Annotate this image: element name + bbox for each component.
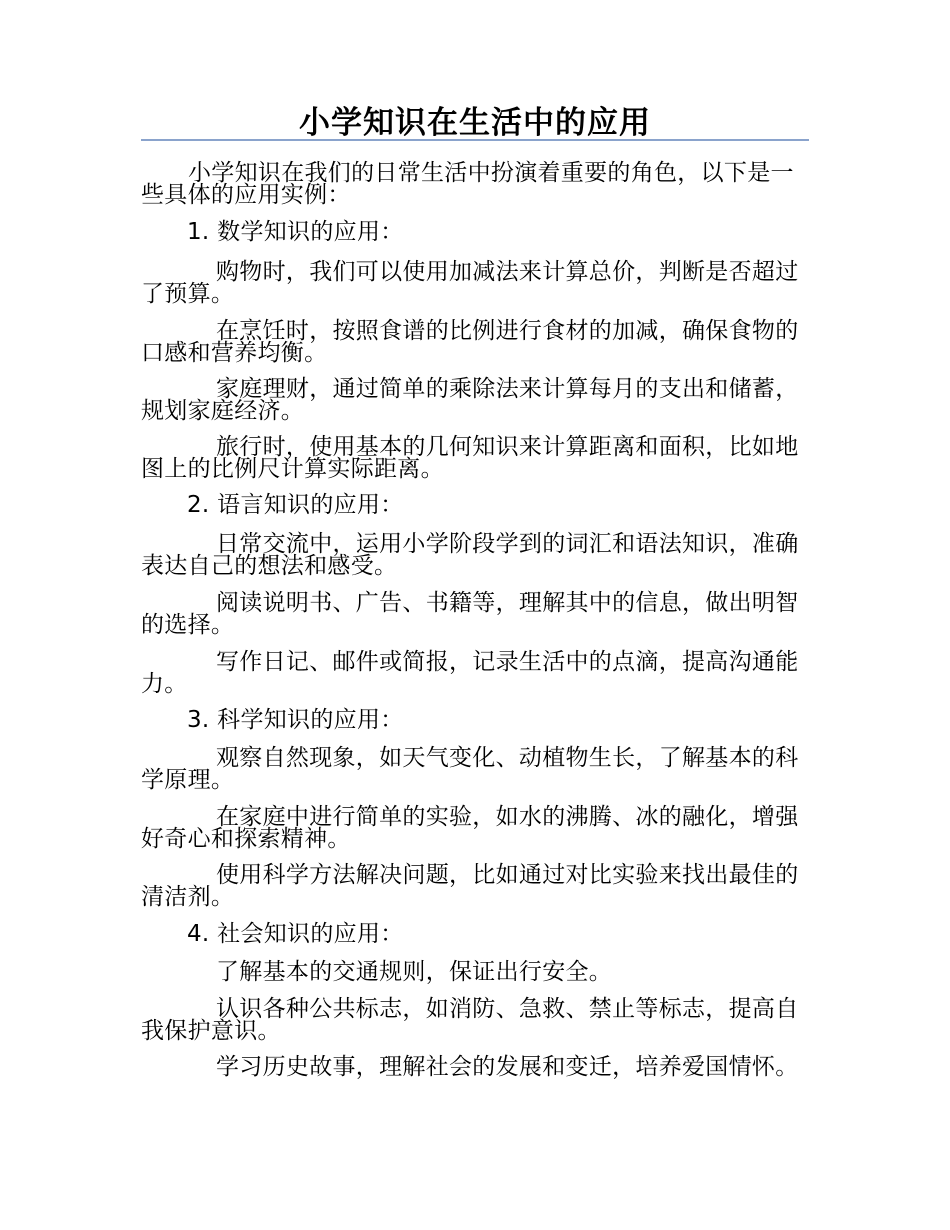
list-item: 写作日记、邮件或简报，记录生活中的点滴，提高沟通能力。 [141,649,799,697]
title-underline [141,139,809,141]
list-item: 旅行时，使用基本的几何知识来计算距离和面积，比如地图上的比例尺计算实际距离。 [141,434,799,482]
section-heading-science: 3. 科学知识的应用： [187,707,404,733]
list-item: 日常交流中，运用小学阶段学到的词汇和语法知识，准确表达自己的想法和感受。 [141,531,799,579]
section-heading-society: 4. 社会知识的应用： [187,921,404,947]
list-item: 阅读说明书、广告、书籍等，理解其中的信息，做出明智的选择。 [141,590,799,638]
section-heading-language: 2. 语言知识的应用： [187,492,404,518]
document-title: 小学知识在生活中的应用 [299,105,651,141]
list-item: 在烹饪时，按照食谱的比例进行食材的加减，确保食物的口感和营养均衡。 [141,318,799,366]
list-item: 在家庭中进行简单的实验，如水的沸腾、冰的融化，增强好奇心和探索精神。 [141,804,799,852]
list-item: 了解基本的交通规则，保证出行安全。 [216,959,613,985]
intro-paragraph: 小学知识在我们的日常生活中扮演着重要的角色，以下是一些具体的应用实例： [141,160,794,208]
list-item: 认识各种公共标志，如消防、急救、禁止等标志，提高自我保护意识。 [141,996,799,1044]
list-item: 观察自然现象，如天气变化、动植物生长，了解基本的科学原理。 [141,745,799,793]
list-item: 学习历史故事，理解社会的发展和变迁，培养爱国情怀。 [216,1054,799,1080]
list-item: 购物时，我们可以使用加减法来计算总价，判断是否超过了预算。 [141,259,799,307]
list-item: 使用科学方法解决问题，比如通过对比实验来找出最佳的清洁剂。 [141,862,799,910]
list-item: 家庭理财，通过简单的乘除法来计算每月的支出和储蓄，规划家庭经济。 [141,376,799,424]
section-heading-math: 1. 数学知识的应用： [187,219,404,245]
